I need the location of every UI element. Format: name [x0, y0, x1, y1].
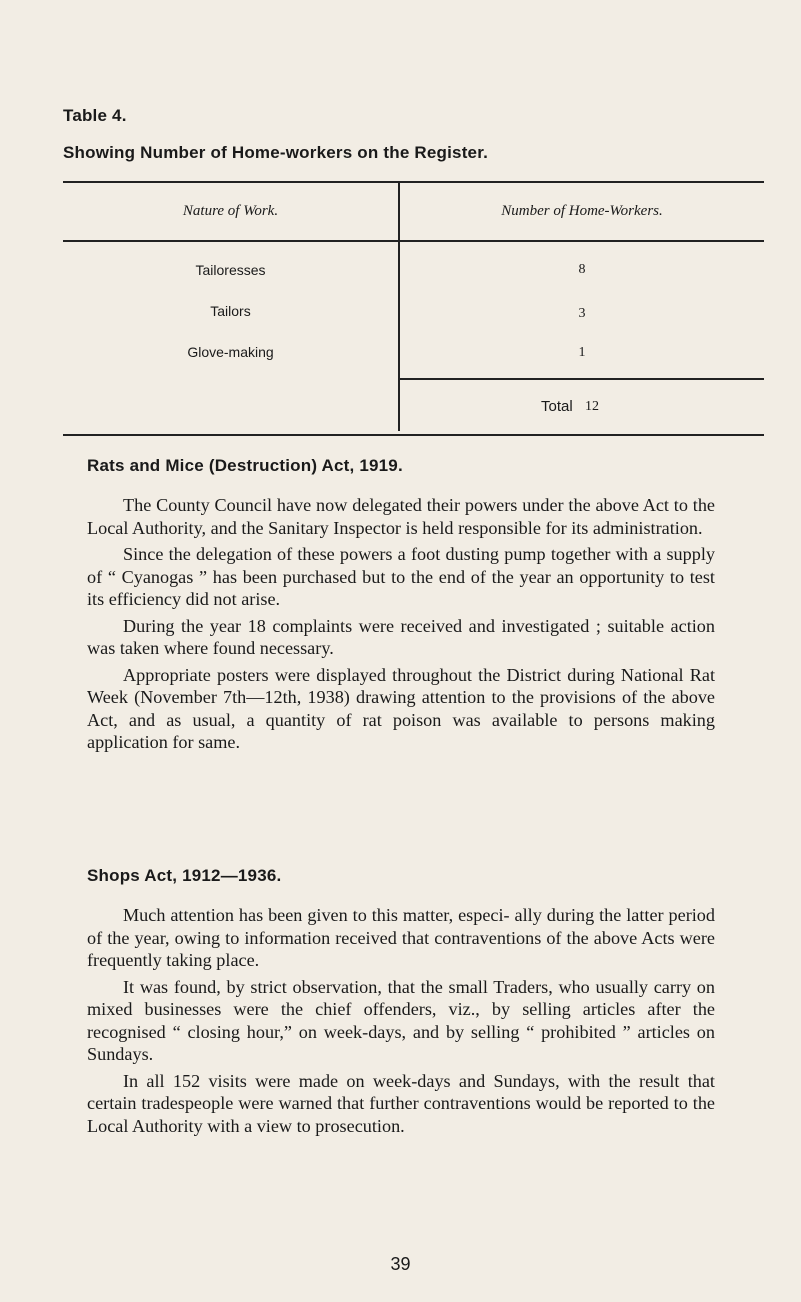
- shops-act-body: [87, 904, 715, 1141]
- table-top-rule: [63, 181, 764, 183]
- row-count-glove-making: 1: [578, 345, 586, 360]
- shops-paragraph-1: Much attention has been given to this matter, especi- ally during the latter period of the year, owing to information received that contraventions of the above Acts were frequently taking place.: [87, 905, 715, 970]
- table-bottom-rule: [63, 434, 764, 436]
- shops-paragraph-3: In all 152 visits were made on week-days and Sundays, with the result that certain tradespeople were warned that further contraventions would be reported to the Local Authority with a view to prosecution.: [87, 1070, 715, 1136]
- table-caption: Showing Number of Home-workers on the Register.: [63, 143, 489, 162]
- shops-act-heading: Shops Act, 1912—1936.: [87, 866, 282, 885]
- row-work-tailoresses: Tailoresses: [195, 262, 266, 278]
- total-value: 12: [585, 399, 599, 414]
- rats-act-heading: Rats and Mice (Destruction) Act, 1919.: [87, 456, 403, 475]
- total-label: Total: [541, 398, 573, 415]
- table-total-rule: [400, 378, 764, 380]
- rats-act-body: [87, 494, 715, 758]
- rats-paragraph-2: Since the delegation of these powers a foot dusting pump together with a supply of “ Cyanogas ” has been purchased but to the end of the year an opportunity to test its efficiency did not arise.: [87, 544, 715, 609]
- row-count-tailors: 3: [578, 306, 586, 321]
- rats-paragraph-1: The County Council have now delegated their powers under the above Act to the Local Authority, and the Sanitary Inspector is held responsible for its administration.: [87, 495, 715, 538]
- page-number: 39: [390, 1254, 411, 1274]
- row-count-tailoresses: 8: [578, 262, 586, 277]
- rats-paragraph-4: Appropriate posters were displayed throughout the District during National Rat Week (November 7th—12th, 1938) drawing attention to the provisions of the above Act, and as usual, a quantity of rat poison was available to persons making application for same.: [87, 664, 715, 752]
- rats-paragraph-3: During the year 18 complaints were received and investigated ; suitable action was taken where found necessary.: [87, 615, 715, 658]
- table-label: Table 4.: [63, 106, 127, 125]
- column-header-work: Nature of Work.: [182, 203, 279, 219]
- table-header-rule: [63, 240, 764, 242]
- row-work-tailors: Tailors: [210, 303, 251, 319]
- shops-paragraph-2: It was found, by strict observation, that the small Traders, who usually carry on mixed businesses were the chief offenders, viz., by selling articles after the recognised “ closing hour,” on week-days, and by selling “ prohibited ” articles on Sundays.: [87, 976, 715, 1064]
- row-work-glove-making: Glove-making: [187, 344, 274, 360]
- column-header-count: Number of Home-Workers.: [501, 203, 663, 219]
